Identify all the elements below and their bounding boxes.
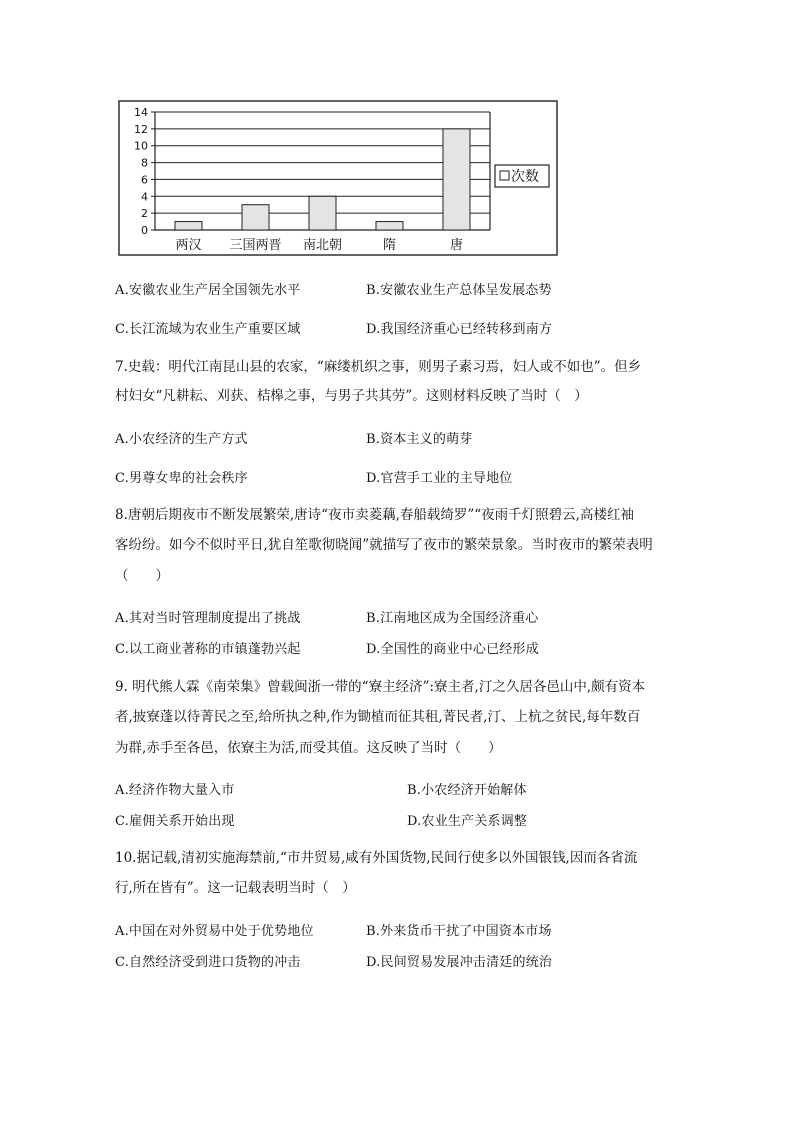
q10-stem-line1: 10.据记载,清初实施海禁前,“市井贸易,咸有外国货物,民间行使多以外国银钱,因而各省流 (115, 850, 638, 866)
q6-option-a[interactable]: A.安徽农业生产居全国领先水平 (115, 283, 301, 298)
bar (242, 205, 269, 230)
bar (443, 129, 470, 230)
y-tick-label: 0 (141, 224, 148, 237)
legend-swatch (500, 171, 509, 180)
y-tick-label: 12 (134, 122, 148, 136)
bar-chart-svg (118, 100, 558, 256)
q9-stem-line1: 9. 明代熊人霖《南荣集》曾载闽浙一带的“寮主经济”:寮主者,汀之久居各邑山中,颇有资本 (115, 679, 646, 695)
q6-option-b[interactable]: B.安徽农业生产总体呈发展态势 (366, 283, 552, 298)
q9-option-a[interactable]: A.经济作物大量入市 (115, 783, 235, 798)
x-category-label: 两汉 (175, 238, 202, 253)
x-category-label: 三国两晋 (229, 238, 282, 253)
legend-label: 次数 (511, 169, 539, 185)
q9-option-c[interactable]: C.雇佣关系开始出现 (115, 814, 235, 829)
x-category-label: 南北朝 (302, 238, 343, 253)
legend (495, 165, 549, 187)
q9-stem-line2: 者,披寮蓬以待菁民之至,给所执之种,作为锄植而征其租,菁民者,汀、上杭之贫民,每年数百 (115, 709, 641, 725)
q7-stem-line2: 村妇女“凡耕耘、刈获、桔槔之事，与男子共其劳”。这则材料反映了当时（ ） (115, 388, 588, 404)
q10-option-c[interactable]: C.自然经济受到进口货物的冲击 (115, 955, 301, 970)
q8-option-b[interactable]: B.江南地区成为全国经济重心 (366, 611, 539, 626)
y-tick-label: 6 (141, 173, 148, 187)
q6-option-c[interactable]: C.长江流域为农业生产重要区域 (115, 322, 301, 337)
q8-option-d[interactable]: D.全国性的商业中心已经形成 (366, 642, 539, 657)
q6-option-d[interactable]: D.我国经济重心已经转移到南方 (366, 322, 553, 337)
q10-stem-line2: 行,所在皆有”。这一记载表明当时（ ） (115, 880, 356, 896)
x-category-label: 唐 (449, 238, 464, 253)
bar-chart (118, 100, 558, 256)
q7-option-d[interactable]: D.官营手工业的主导地位 (366, 471, 513, 486)
q7-stem-line1: 7.史载：明代江南昆山县的农家，“麻缕机织之事，则男子素习焉，妇人或不如也”。但乡 (115, 359, 642, 375)
q9-stem-line3: 为群,赤手至各邑，依寮主为活,而受其值。这反映了当时（ ） (115, 740, 502, 756)
q7-option-a[interactable]: A.小农经济的生产方式 (115, 432, 248, 447)
q8-stem-line3: （ ） (115, 568, 169, 584)
chart-frame (119, 101, 557, 255)
bar (175, 222, 202, 230)
q7-option-b[interactable]: B.资本主义的萌芽 (366, 432, 473, 447)
y-tick-label: 4 (141, 190, 148, 204)
y-tick-label: 14 (134, 106, 148, 119)
q9-option-b[interactable]: B.小农经济开始解体 (407, 783, 527, 798)
q8-option-a[interactable]: A.其对当时管理制度提出了挑战 (115, 611, 301, 626)
y-tick-label: 2 (141, 207, 148, 221)
q10-option-b[interactable]: B.外来货币干扰了中国资本市场 (366, 924, 552, 939)
q8-stem-line2: 客纷纷。如今不似时平日,犹自笙歌彻晓闻”就描写了夜市的繁荣景象。当时夜市的繁荣表明 (115, 537, 653, 553)
x-category-label: 隋 (382, 238, 397, 253)
q10-option-d[interactable]: D.民间贸易发展冲击清廷的统治 (366, 955, 553, 970)
bar (376, 222, 403, 230)
q8-stem-line1: 8.唐朝后期夜市不断发展繁荣,唐诗“夜市卖菱藕,春船载绮罗”“夜雨千灯照碧云,高楼红袖 (115, 507, 634, 523)
y-tick-label: 10 (134, 139, 148, 153)
q10-option-a[interactable]: A.中国在对外贸易中处于优势地位 (115, 924, 314, 939)
y-tick-label: 8 (141, 156, 148, 170)
q8-option-c[interactable]: C.以工商业著称的市镇蓬勃兴起 (115, 642, 301, 657)
q7-option-c[interactable]: C.男尊女卑的社会秩序 (115, 471, 248, 486)
q9-option-d[interactable]: D.农业生产关系调整 (407, 814, 528, 829)
bar (309, 196, 336, 230)
